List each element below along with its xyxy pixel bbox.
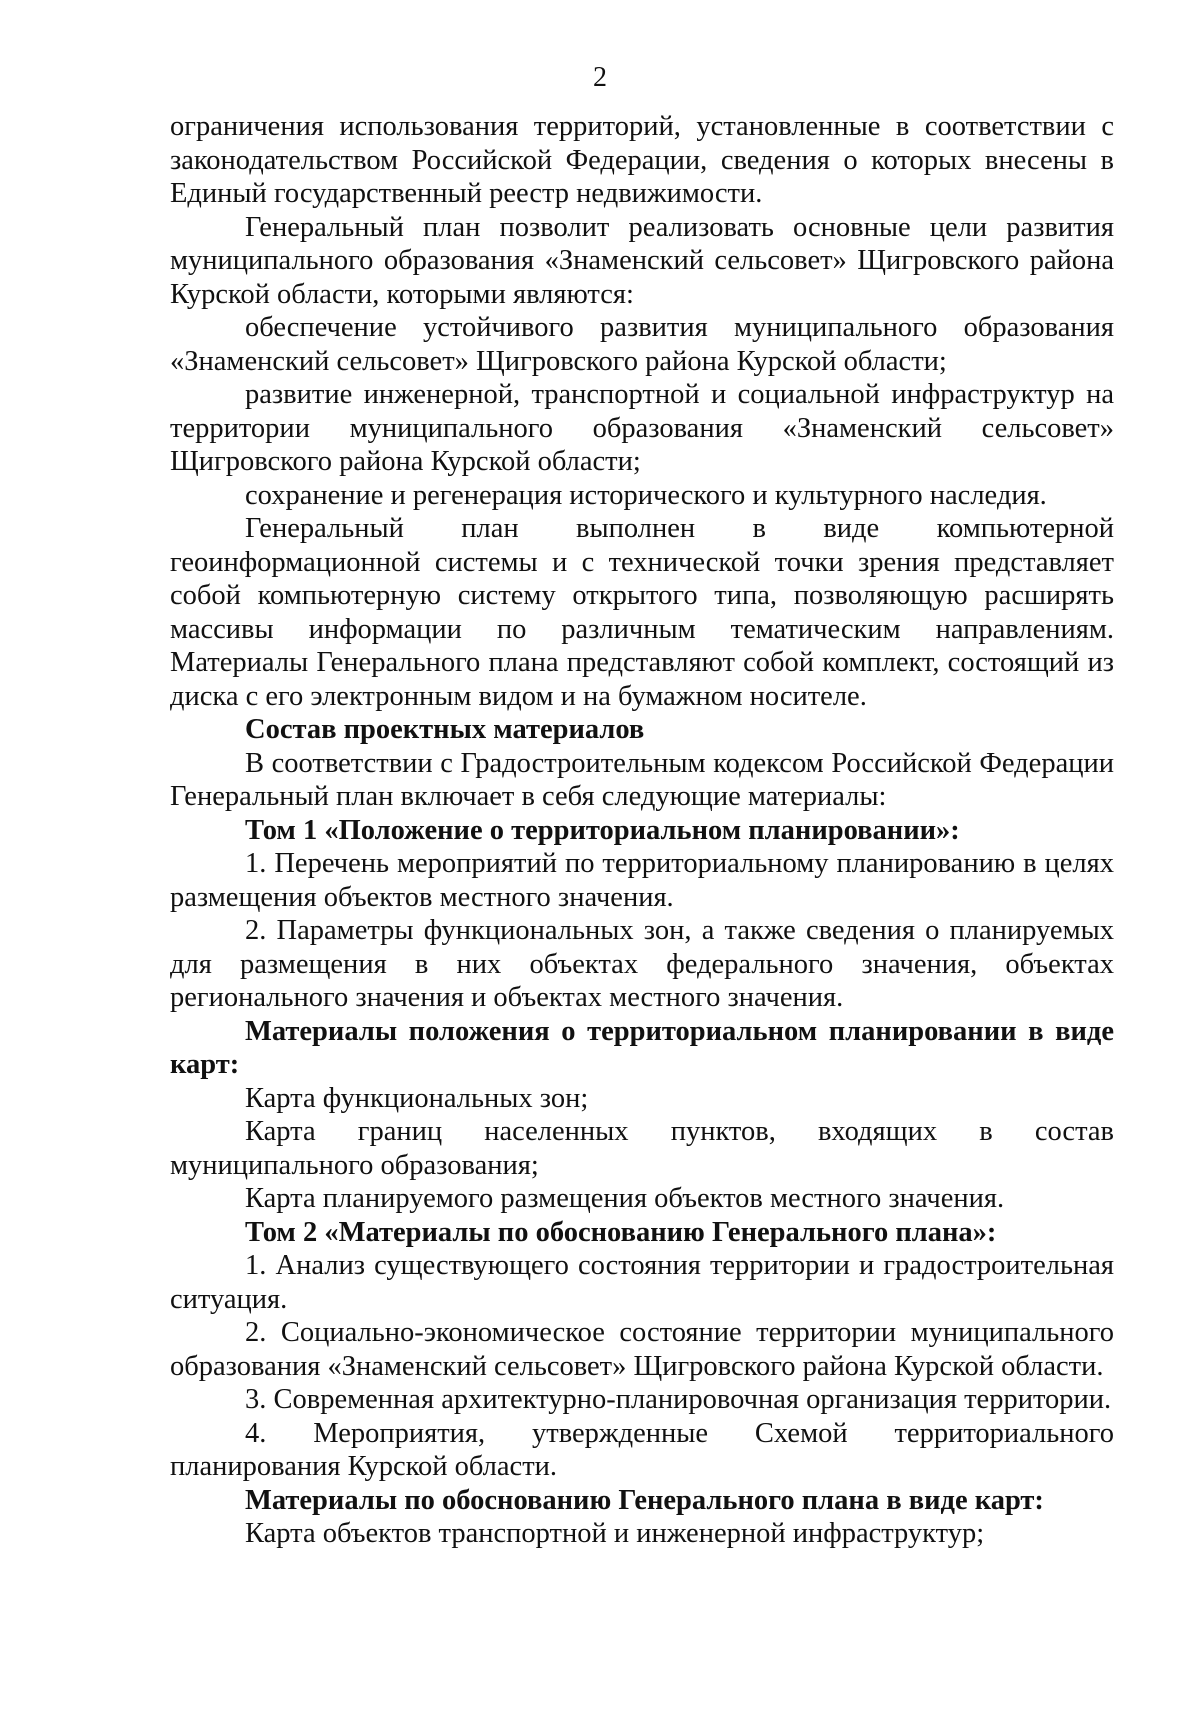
list-paragraph: сохранение и регенерация исторического и культурного наследия. <box>245 479 1047 511</box>
map-list-item: Карта объектов транспортной и инженерной инфраструктур; <box>245 1518 985 1549</box>
numbered-item: 1. Анализ существующего состояния территории и градостроительная ситуация. <box>170 1250 1114 1315</box>
subsection-heading: Материалы положения о территориальном планировании в виде карт: <box>170 1015 1114 1080</box>
numbered-item: 3. Современная архитектурно-планировочная организация территории. <box>245 1384 1112 1415</box>
numbered-item: 1. Перечень мероприятий по территориальному планированию в целях размещения объектов местного значения. <box>170 848 1114 913</box>
numbered-item: 2. Социально-экономическое состояние территории муниципального образования «Знаменский сельсовет» Щигровского района Курской области. <box>170 1317 1114 1382</box>
list-paragraph: развитие инженерной, транспортной и социальной инфраструктур на территории муниципального образования «Знаменский сельсовет» Щигровского района Курской области; <box>170 379 1114 477</box>
paragraph: Генеральный план выполнен в виде компьютерной геоинформационной системы и с технической точки зрения представляет собой компьютерную систему открытого типа, позволяющую расширять массивы информации по различным тематическим направлениям. Материалы Генерального плана представляют собой комплект, состоящий из диска с его электронным видом и на бумажном носителе. <box>170 513 1114 712</box>
paragraph: В соответствии с Градостроительным кодексом Российской Федерации Генеральный план включает в себя следующие материалы: <box>170 747 1114 812</box>
paragraph: Генеральный план позволит реализовать основные цели развития муниципального образования «Знаменский сельсовет» Щигровского района Курской области, которыми являются: <box>170 211 1114 310</box>
list-paragraph: обеспечение устойчивого развития муниципального образования «Знаменский сельсовет» Щигровского района Курской области; <box>170 312 1114 377</box>
volume-heading: Том 1 «Положение о территориальном планировании»: <box>245 814 960 846</box>
section-heading: Состав проектных материалов <box>245 714 645 745</box>
numbered-item: 2. Параметры функциональных зон, а также сведения о планируемых для размещения в них объектах федерального значения, объектах регионального значения и объектах местного значения. <box>170 915 1114 1013</box>
paragraph-continuation: ограничения использования территорий, установленные в соответствии с законодательством Российской Федерации, сведения о которых внесены в Единый государственный реестр недвижимости. <box>170 111 1114 209</box>
subsection-heading: Материалы по обоснованию Генерального плана в виде карт: <box>245 1484 1044 1516</box>
map-list-item: Карта функциональных зон; <box>245 1082 589 1114</box>
page-number: 2 <box>593 62 607 93</box>
document-body <box>170 110 1114 1551</box>
map-list-item: Карта границ населенных пунктов, входящих в состав муниципального образования; <box>170 1116 1114 1181</box>
numbered-item: 4. Мероприятия, утвержденные Схемой территориального планирования Курской области. <box>170 1417 1114 1482</box>
volume-heading: Том 2 «Материалы по обоснованию Генерального плана»: <box>245 1216 997 1248</box>
map-list-item: Карта планируемого размещения объектов местного значения. <box>245 1183 1005 1214</box>
